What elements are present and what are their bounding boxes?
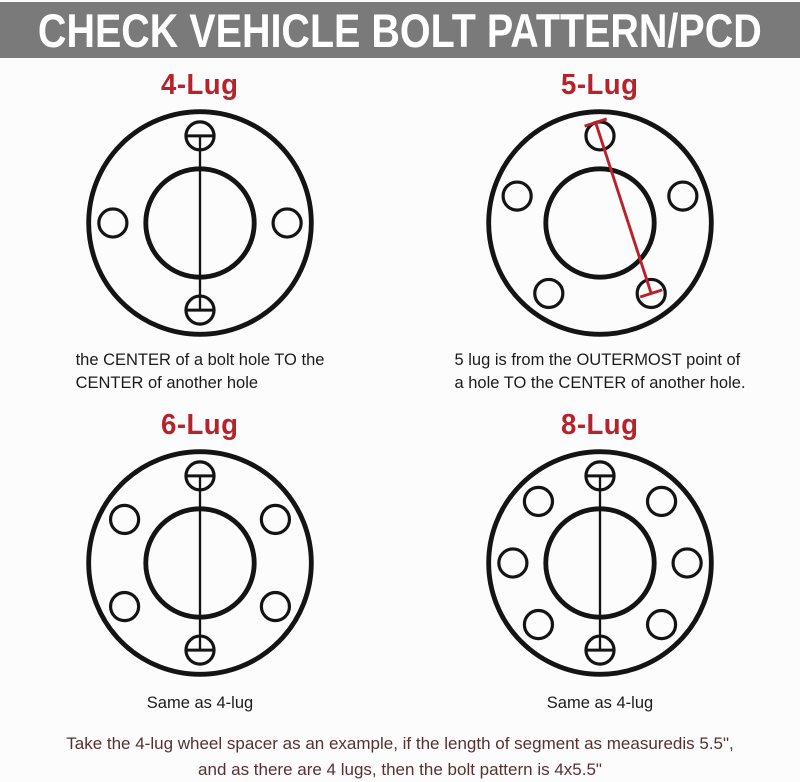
panel-8-lug [400, 395, 800, 715]
panel-title-6-lug: 6-Lug [161, 409, 239, 441]
panel-title-8-lug: 8-Lug [561, 409, 639, 441]
caption-5-lug [454, 349, 745, 395]
bolt-hole [535, 279, 563, 307]
bolt-hole [261, 593, 289, 621]
example-note [0, 731, 800, 782]
header-bar [0, 2, 800, 58]
bolt-hole [669, 182, 697, 210]
bolt-hole [503, 182, 531, 210]
wheel-outer-ring [489, 112, 712, 335]
example-note-line-2: and as there are 4 lugs, then the bolt pattern is 4x5.5" [198, 760, 602, 779]
five-lug-diagram [479, 102, 721, 344]
caption-line: Same as 4-lug [546, 694, 654, 712]
caption-8-lug [547, 692, 653, 715]
bolt-hole [111, 593, 139, 621]
pattern-grid [0, 58, 800, 715]
bolt-hole [111, 505, 139, 533]
bolt-hole [261, 505, 289, 533]
six-lug-diagram [79, 442, 321, 684]
caption-line: Same as 4-lug [146, 694, 254, 712]
caption-line: the CENTER of a bolt hole TO the [75, 351, 325, 369]
panel-title-5-lug: 5-Lug [561, 69, 639, 101]
caption-line: 5 lug is from the OUTERMOST point of [454, 351, 741, 369]
outermost-to-center-measure-line [596, 123, 652, 294]
bolt-hole [524, 611, 552, 639]
page-title: CHECK VEHICLE BOLT PATTERN/PCD [38, 3, 762, 57]
panel-title-4-lug: 4-Lug [161, 69, 239, 101]
bolt-hole [648, 487, 676, 515]
caption-4-lug [76, 349, 325, 395]
example-note-line-1: Take the 4-lug wheel spacer as an example, if the length of segment as measuredis 5.5", [66, 734, 734, 753]
panel-6-lug [0, 395, 400, 715]
bolt-hole [524, 487, 552, 515]
hub-bore-circle [546, 169, 654, 277]
bolt-hole [648, 611, 676, 639]
caption-line: a hole TO the CENTER of another hole. [454, 374, 746, 392]
panel-5-lug [400, 58, 800, 395]
eight-lug-diagram [479, 442, 721, 684]
bolt-hole [499, 549, 527, 577]
bolt-hole [673, 549, 701, 577]
panel-4-lug [0, 58, 400, 395]
caption-line: CENTER of another hole [75, 374, 259, 392]
bolt-hole [99, 209, 127, 237]
bolt-hole [273, 209, 301, 237]
four-lug-diagram [79, 102, 321, 344]
caption-6-lug [147, 692, 253, 715]
